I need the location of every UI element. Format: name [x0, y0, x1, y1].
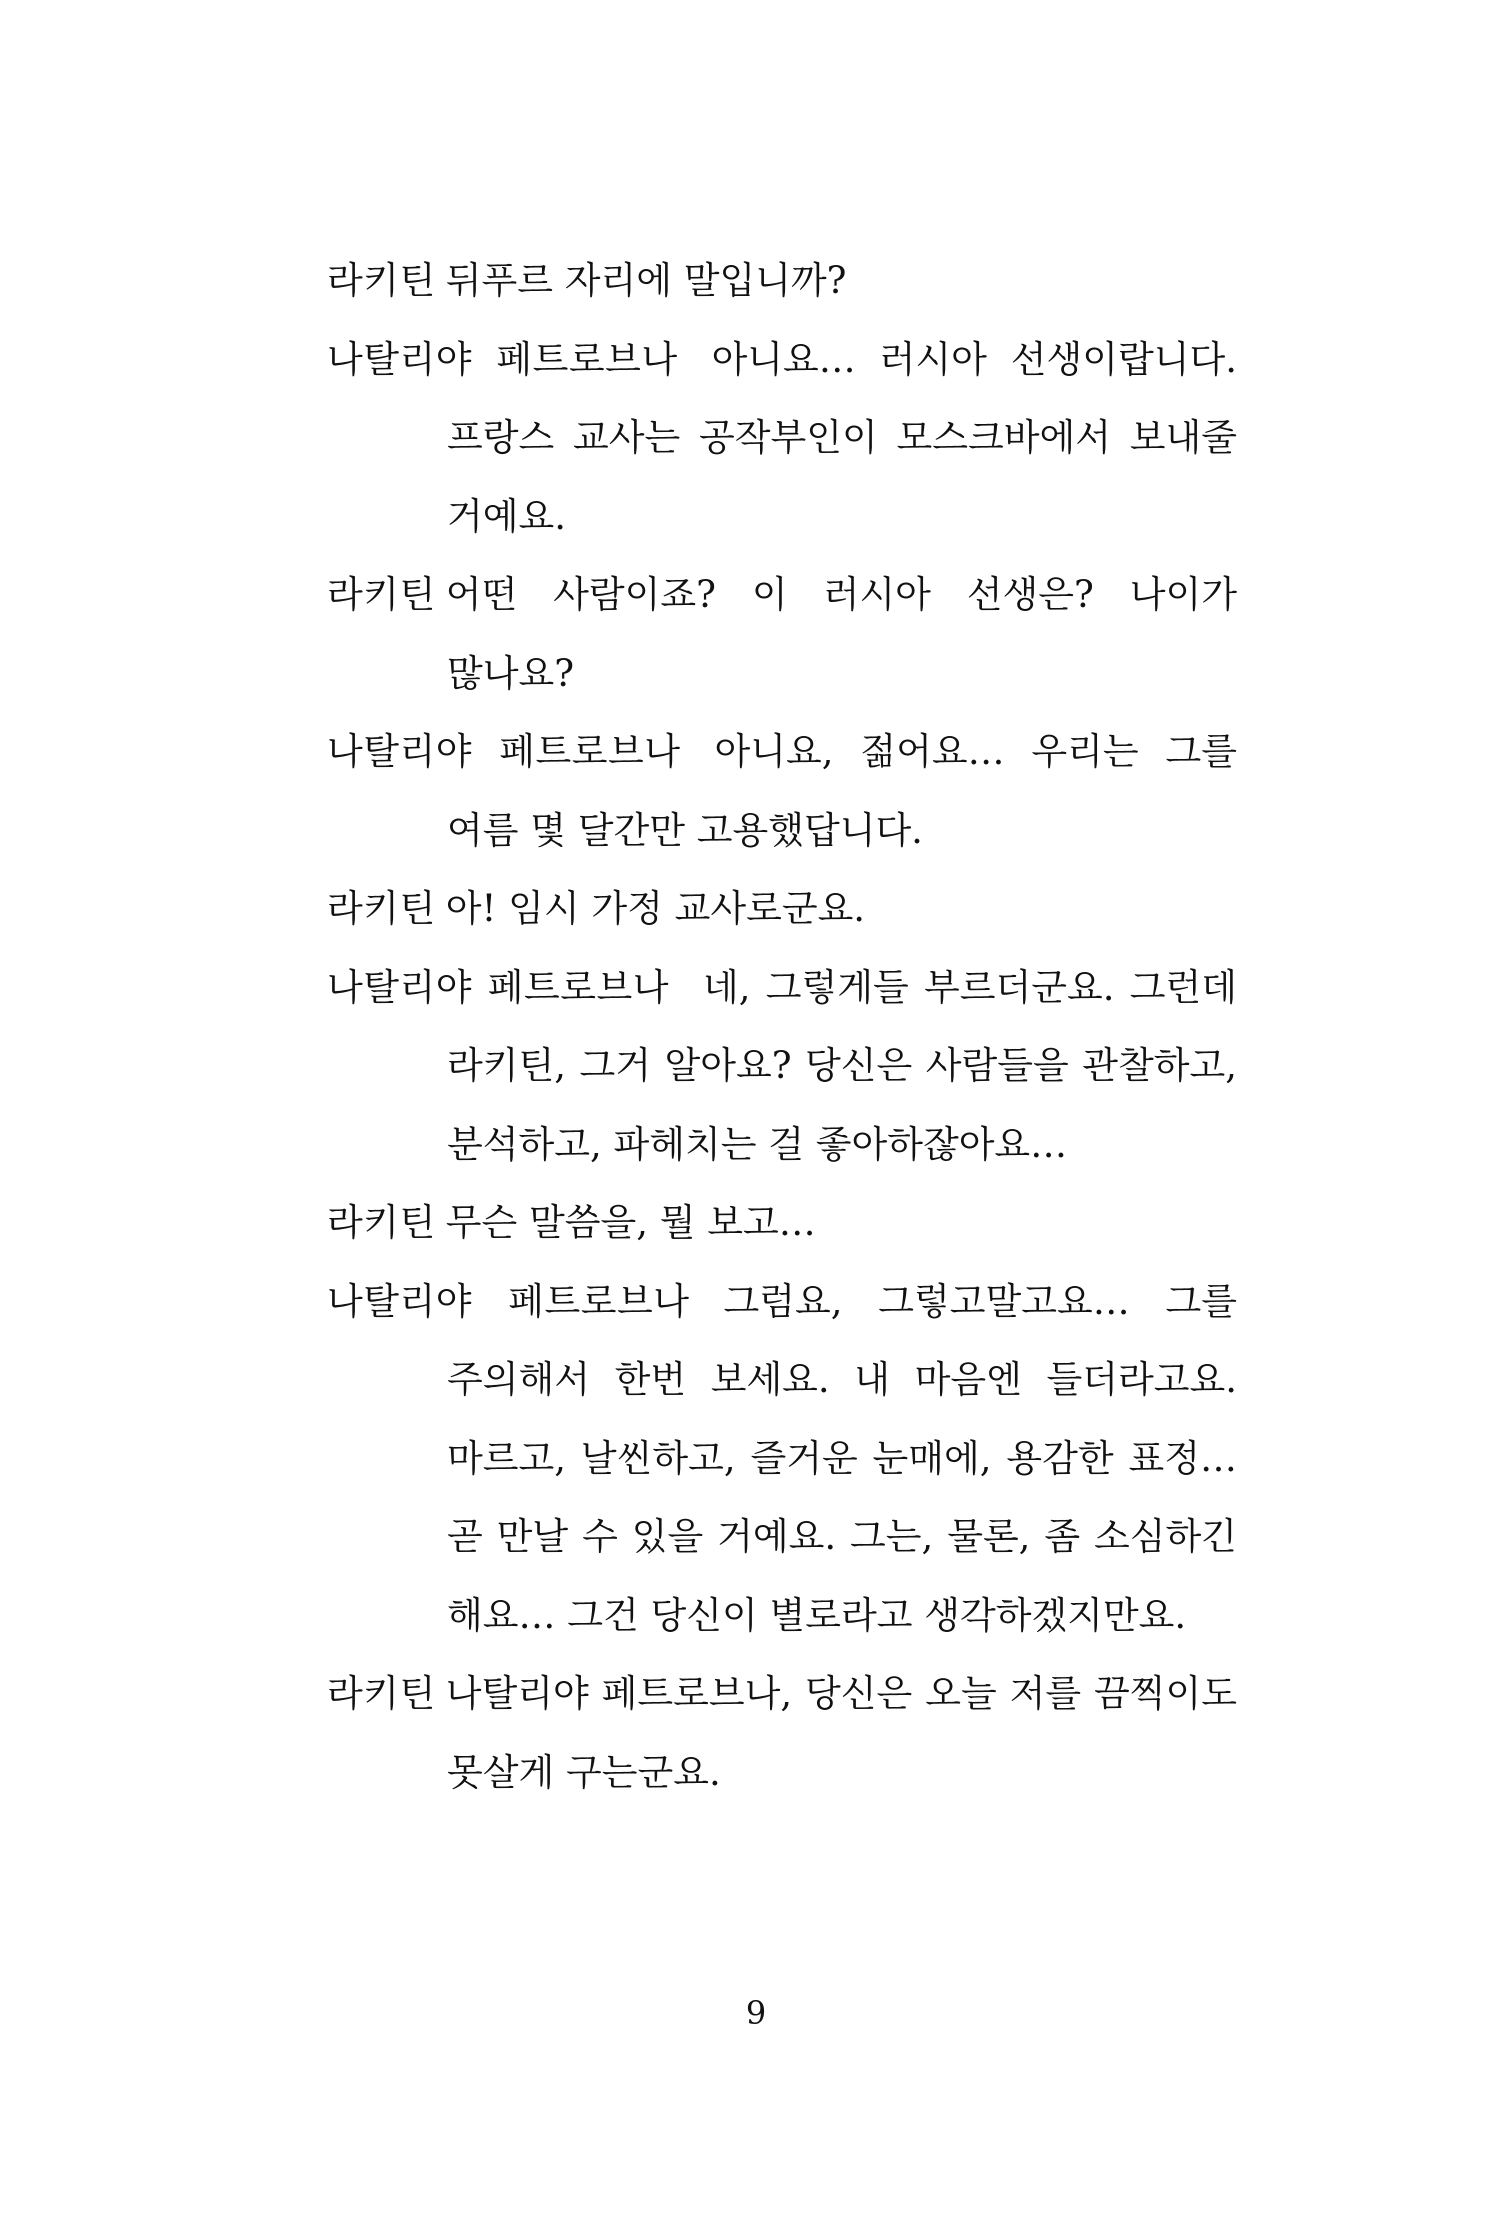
dialogue-body	[327, 242, 1237, 1812]
dialogue-line: 아니요, 젊어요… 우리는 그를 여름 몇 달간만 고용했답니다.	[447, 730, 1237, 852]
speaker-name: 라키틴	[327, 887, 436, 930]
dialogue-line: 나탈리야 페트로브나, 당신은 오늘 저를 끔찍이도 못살게 구는군요.	[445, 1672, 1237, 1794]
dialogue-line: 무슨 말씀을, 뭘 보고…	[445, 1201, 816, 1244]
page-number: 9	[745, 1994, 767, 2032]
speaker-name: 라키틴	[327, 1672, 436, 1715]
dialogue-turn	[327, 949, 1237, 1185]
speaker-name: 나탈리야 페트로브나	[327, 1279, 690, 1323]
dialogue-turn	[327, 1263, 1237, 1656]
dialogue-line: 아! 임시 가정 교사로군요.	[445, 887, 866, 930]
speaker-name: 나탈리야 페트로브나	[327, 337, 678, 381]
dialogue-turn	[327, 870, 1237, 949]
dialogue-turn	[327, 1184, 1237, 1263]
dialogue-line: 그럼요, 그렇고말고요… 그를 주의해서 한번 보세요. 내 마음엔 들더라고요. 마르고, 날씬하고, 즐거운 눈매에, 용감한 표정… 곧 만날 수 있을 거예요. 그는, 물론, 좀 소심하긴 해요… 그건 당신이 별로라고 생각하겠지만요.	[447, 1279, 1237, 1637]
speaker-name: 나탈리야 페트로브나	[327, 965, 669, 1009]
dialogue-line: 뒤푸르 자리에 말입니까?	[445, 259, 847, 302]
dialogue-turn	[327, 1655, 1237, 1812]
speaker-name: 라키틴	[327, 1201, 436, 1244]
dialogue-line: 네, 그렇게들 부르더군요. 그런데 라키틴, 그거 알아요? 당신은 사람들을 관찰하고, 분석하고, 파헤치는 걸 좋아하잖아요…	[447, 965, 1237, 1166]
dialogue-turn	[327, 713, 1237, 870]
dialogue-line: 아니요… 러시아 선생이랍니다. 프랑스 교사는 공작부인이 모스크바에서 보내줄 거예요.	[447, 337, 1237, 538]
dialogue-turn	[327, 556, 1237, 713]
dialogue-turn	[327, 321, 1237, 557]
dialogue-line: 어떤 사람이죠? 이 러시아 선생은? 나이가 많나요?	[445, 573, 1237, 695]
speaker-name: 라키틴	[327, 259, 436, 302]
speaker-name: 나탈리야 페트로브나	[327, 730, 681, 773]
dialogue-turn	[327, 242, 1237, 321]
speaker-name: 라키틴	[327, 573, 436, 616]
